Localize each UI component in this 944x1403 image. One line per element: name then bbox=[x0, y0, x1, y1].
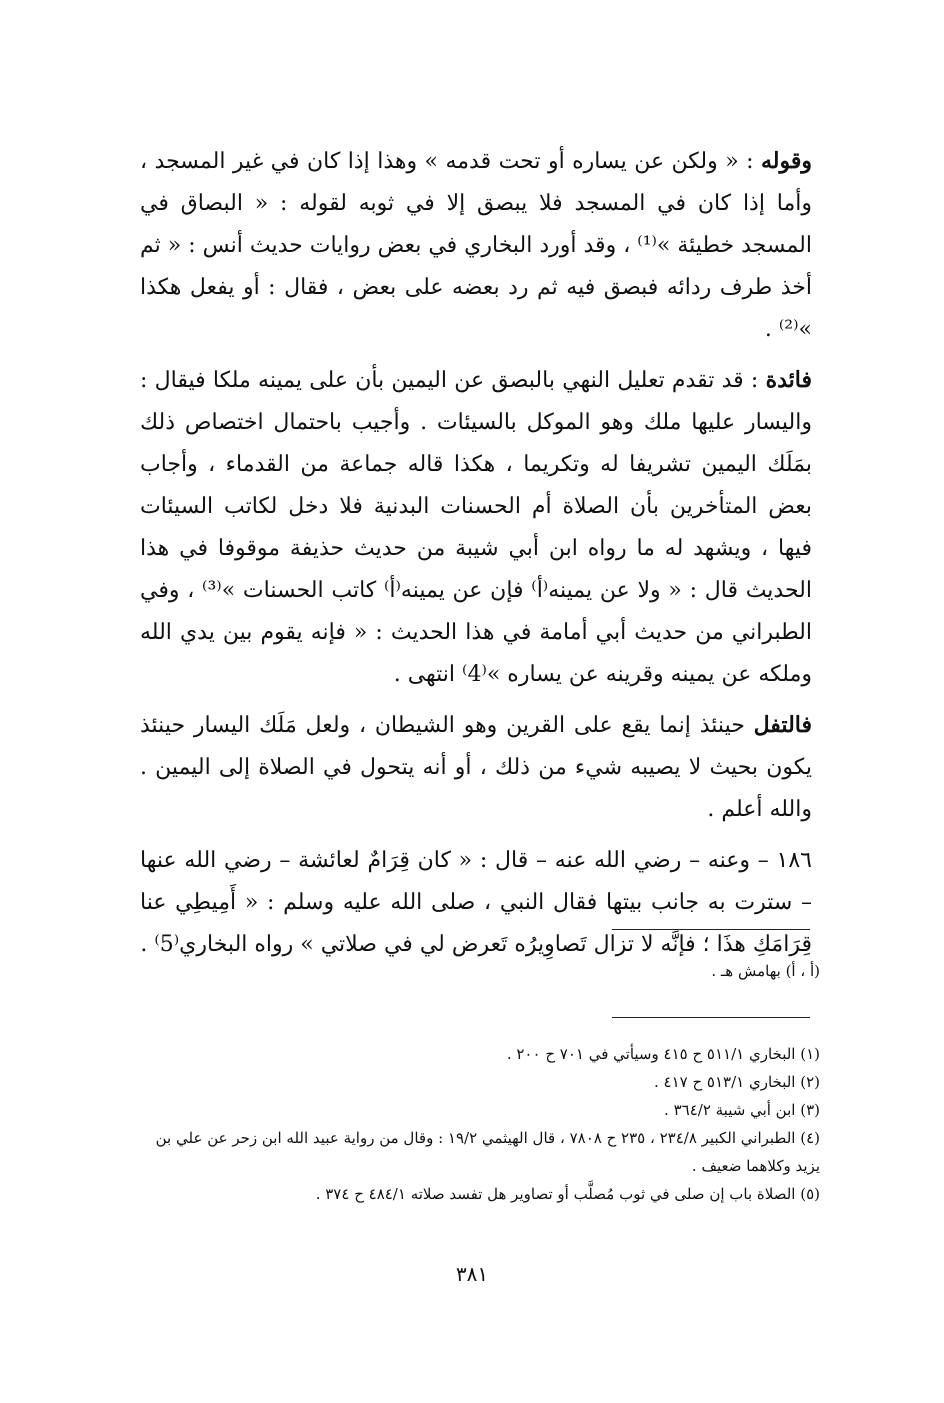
paragraph-1 bbox=[140, 140, 812, 351]
paragraph-4 bbox=[140, 839, 812, 966]
footnote: (٥) الصلاة باب إن صلى في ثوب مُصلَّب أو تصاوير هل تفسد صلاته ٤٨٤/١ ح ٣٧٤ . bbox=[315, 1185, 820, 1203]
footnote: (٢) البخاري ٥١٣/١ ح ٤١٧ . bbox=[653, 1073, 820, 1091]
paragraph-body: حينئذ إنما يقع على القرين وهو الشيطان ، ولعل مَلَك اليسار حينئذ يكون بحيث لا يصيبه شيء من ذلك ، أو أنه يتحول في الصلاة إلى اليمين . والله أعلم . bbox=[140, 713, 812, 822]
page-number: ٣٨١ bbox=[455, 1262, 489, 1286]
footnotes bbox=[140, 1040, 820, 1208]
separator-line bbox=[612, 929, 810, 930]
footnote: (٣) ابن أبي شيبة ٣٦٤/٢ . bbox=[664, 1101, 820, 1119]
paragraph-body: : « ولكن عن يساره أو تحت قدمه » وهذا إذا كان في غير المسجد ، وأما إذا كان في المسجد فلا يبصق إلا في ثوبه لقوله : « البصاق في المسجد خطيئة »⁽¹⁾ ، وقد أورد البخاري في بعض روايات حديث أنس : « ثم أخذ طرف ردائه فبصق فيه ثم رد بعضه على بعض ، فقال : أو يفعل هكذا »⁽²⁾ . bbox=[139, 149, 812, 342]
paragraph-lead: وقوله bbox=[760, 148, 812, 174]
paragraph-2 bbox=[140, 359, 812, 696]
paragraph-lead: فائدة bbox=[765, 367, 812, 393]
main-text bbox=[140, 140, 812, 974]
footnote: (١) البخاري ٥١١/١ ح ٤١٥ وسيأتي في ٧٠١ ح ٢٠٠ . bbox=[506, 1045, 820, 1063]
margin-note bbox=[140, 957, 820, 985]
paragraph-body: ١٨٦ – وعنه – رضي الله عنه – قال : « كان قِرَامٌ لعائشة – رضي الله عنها – سترت به جانب بيتها فقال النبي ، صلى الله عليه وسلم : « أَمِيطِي عنا قِرَامَكِ هذَا ؛ فإنَّه لا تزال تَصاوِيرُه تَعرض لي في صلاتي » رواه البخاري⁽5⁾ . bbox=[140, 848, 812, 957]
footnote: (٤) الطبراني الكبير ٢٣٤/٨ ، ٢٣٥ ح ٧٨٠٨ ، قال الهيثمي ١٩/٢ : وقال من رواية عبيد الله ابن زحر عن علي بن يزيد وكلاهما ضعيف . bbox=[155, 1129, 820, 1175]
paragraph-lead: فالتفل bbox=[753, 712, 812, 738]
separator-line bbox=[612, 1017, 810, 1018]
margin-note-text: (أ ، أ) بهامش هـ . bbox=[711, 962, 820, 980]
paragraph-body: : قد تقدم تعليل النهي بالبصق عن اليمين بأن على يمينه ملكا فيقال : واليسار عليها ملك وهو الموكل بالسيئات . وأجيب باحتمال اختصاص ذلك بمَلَك اليمين تشريفا له وتكريما ، هكذا قاله جماعة من القدماء ، وأجاب بعض المتأخرين بأن الصلاة أم الحسنات البدنية فلا دخل لكاتب السيئات فيها ، ويشهد له ما رواه ابن أبي شيبة من حديث حذيفة موقوفا في هذا الحديث قال : « ولا عن يمينه⁽أ⁾ فإن عن يمينه⁽أ⁾ كاتب الحسنات »⁽³⁾ ، وفي الطبراني من حديث أبي أمامة في هذا الحديث : « فإنه يقوم بين يدي الله وملكه عن يمينه وقرينه عن يساره »⁽4⁾ انتهى . bbox=[140, 368, 812, 687]
paragraph-3 bbox=[140, 704, 812, 831]
